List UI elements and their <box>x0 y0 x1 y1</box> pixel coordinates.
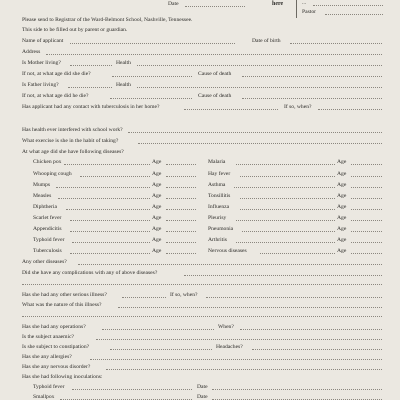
mother-health-label: Health <box>116 60 131 66</box>
disease-tonsillitis: Tonsillitis <box>208 193 231 199</box>
complications-line[interactable] <box>184 275 382 276</box>
age-label-right: Age <box>337 204 347 210</box>
father-death-age-line[interactable] <box>110 98 192 99</box>
disease-diphtheria: Diphtheria <box>33 204 57 210</box>
inoculations-label: Has she had following inoculations: <box>22 374 103 380</box>
mother-cause-of-death-line[interactable] <box>242 76 382 77</box>
health-interfered-label: Has health ever interfered with school work? <box>22 127 123 133</box>
address-line[interactable] <box>46 54 382 55</box>
tuberculosis-when-label: If so, when? <box>284 104 312 110</box>
tuberculosis-when-line[interactable] <box>318 109 382 110</box>
inoculation-smallpox-date-label: Date <box>197 394 208 400</box>
disease-asthma: Asthma <box>208 182 226 188</box>
age-value-right[interactable] <box>351 164 382 165</box>
header-box-label-1: ... <box>302 0 307 6</box>
health-interfered-line[interactable] <box>128 132 382 133</box>
age-value-left[interactable] <box>166 220 196 221</box>
intro-line-1: Please send to Registrar of the Ward-Belmont School, Nashville, Tennessee. <box>22 17 193 23</box>
header-box-divider <box>296 0 297 18</box>
operations-label: Has she had any operations? <box>22 324 86 330</box>
header-date-label: Date <box>168 1 179 7</box>
nervous-disorder-label: Has she any nervous disorder? <box>22 364 91 370</box>
operations-line[interactable] <box>102 329 214 330</box>
illness-nature-line-2[interactable] <box>22 316 382 317</box>
header-date-line <box>185 6 245 7</box>
age-value-left[interactable] <box>166 176 196 177</box>
diseases-question-label: At what age did she have following diseases? <box>22 149 124 155</box>
age-label-right: Age <box>337 215 347 221</box>
mother-death-age-line[interactable] <box>112 76 192 77</box>
age-label-right: Age <box>337 182 347 188</box>
age-line-right[interactable] <box>242 231 335 232</box>
applicant-name-line[interactable] <box>70 43 235 44</box>
disease-pneumonia: Pneumonia <box>208 226 234 232</box>
operations-when-label: When? <box>218 324 234 330</box>
age-line-left[interactable] <box>80 176 150 177</box>
header-box-line-1 <box>313 5 383 6</box>
age-value-right[interactable] <box>351 242 382 243</box>
complications-line-2[interactable] <box>22 284 382 285</box>
age-value-right[interactable] <box>351 231 382 232</box>
age-line-left[interactable] <box>72 242 150 243</box>
father-living-label: Is Father living? <box>22 82 59 88</box>
age-value-right[interactable] <box>351 176 382 177</box>
age-label-right: Age <box>337 193 347 199</box>
mother-health-line[interactable] <box>137 65 382 66</box>
father-cause-of-death-line[interactable] <box>242 98 382 99</box>
disease-typhoid-fever: Typhoid fever <box>33 237 65 243</box>
exercise-line[interactable] <box>138 143 382 144</box>
date-of-birth-line[interactable] <box>290 43 382 44</box>
disease-pleurisy: Pleurisy <box>208 215 227 221</box>
age-line-right[interactable] <box>260 253 335 254</box>
age-line-left[interactable] <box>70 253 150 254</box>
disease-chicken-pox: Chicken pox <box>33 159 62 165</box>
complications-label: Did she have any complications with any of above diseases? <box>22 270 158 276</box>
applicant-name-label: Name of applicant <box>22 38 64 44</box>
other-serious-illness-label: Has she had any other serious illness? <box>22 292 107 298</box>
other-serious-illness-line[interactable] <box>122 297 166 298</box>
age-line-left[interactable] <box>64 164 150 165</box>
mother-living-line[interactable] <box>70 65 112 66</box>
age-value-right[interactable] <box>351 220 382 221</box>
headaches-label: Headaches? <box>216 344 243 350</box>
headaches-line[interactable] <box>252 349 382 350</box>
inoculation-typhoid-line[interactable] <box>72 389 192 390</box>
mother-living-label: Is Mother living? <box>22 60 61 66</box>
age-label-right: Age <box>337 248 347 254</box>
age-value-right[interactable] <box>351 187 382 188</box>
age-label-left: Age <box>152 193 162 199</box>
other-diseases-line[interactable] <box>78 264 382 265</box>
intro-line-2: This side to be filled out by parent or guardian. <box>22 27 128 33</box>
disease-measles: Measles <box>33 193 52 199</box>
anaemic-line[interactable] <box>96 339 382 340</box>
father-living-line[interactable] <box>68 87 112 88</box>
age-value-left[interactable] <box>166 242 196 243</box>
nervous-disorder-line[interactable] <box>106 369 382 370</box>
disease-malaria: Malaria <box>208 159 226 165</box>
age-line-right[interactable] <box>240 176 335 177</box>
mother-death-age-label: If not, at what age did she die? <box>22 71 91 77</box>
disease-appendicitis: Appendicitis <box>33 226 62 232</box>
inoculation-smallpox-label: Smallpox <box>33 394 55 400</box>
age-label-left: Age <box>152 226 162 232</box>
age-value-right[interactable] <box>351 198 382 199</box>
constipation-line[interactable] <box>110 349 212 350</box>
address-label: Address <box>22 49 41 55</box>
disease-tuberculosis: Tuberculosis <box>33 248 62 254</box>
date-of-birth-label: Date of birth <box>252 38 281 44</box>
father-health-label: Health <box>116 82 131 88</box>
age-label-left: Age <box>152 248 162 254</box>
exercise-label: What exercise is she in the habit of taking? <box>22 138 119 144</box>
age-label-right: Age <box>337 237 347 243</box>
father-health-line[interactable] <box>137 87 382 88</box>
age-value-left[interactable] <box>166 198 196 199</box>
age-label-left: Age <box>152 171 162 177</box>
age-line-left[interactable] <box>66 209 150 210</box>
header-box-label-2: Pastor <box>302 9 316 15</box>
tuberculosis-contact-label: Has applicant had any contact with tuberculosis in her home? <box>22 104 160 110</box>
header-here-label: here <box>272 1 284 7</box>
disease-mumps: Mumps <box>33 182 51 188</box>
age-line-right[interactable] <box>234 187 335 188</box>
father-cause-of-death-label: Cause of death <box>198 93 232 99</box>
illness-when-line[interactable] <box>206 297 382 298</box>
age-line-right[interactable] <box>240 209 335 210</box>
mother-cause-of-death-label: Cause of death <box>198 71 232 77</box>
age-value-right[interactable] <box>351 253 382 254</box>
age-value-left[interactable] <box>166 253 196 254</box>
illness-nature-line[interactable] <box>118 307 382 308</box>
age-line-right[interactable] <box>236 164 335 165</box>
age-line-left[interactable] <box>70 220 150 221</box>
age-value-right[interactable] <box>351 209 382 210</box>
age-line-right[interactable] <box>236 220 335 221</box>
header-box-line-2 <box>325 14 383 15</box>
age-line-right[interactable] <box>240 198 335 199</box>
age-value-left[interactable] <box>166 209 196 210</box>
disease-influenza: Influenza <box>208 204 230 210</box>
age-label-right: Age <box>337 226 347 232</box>
age-value-left[interactable] <box>166 231 196 232</box>
allergies-line[interactable] <box>90 359 382 360</box>
age-label-left: Age <box>152 182 162 188</box>
age-label-right: Age <box>337 171 347 177</box>
age-label-left: Age <box>152 159 162 165</box>
allergies-label: Has she any allergies? <box>22 354 72 360</box>
illness-nature-label: What was the nature of this illness? <box>22 302 102 308</box>
age-label-left: Age <box>152 204 162 210</box>
disease-nervous-diseases: Nervous diseases <box>208 248 247 254</box>
illness-when-label: If so, when? <box>170 292 198 298</box>
age-label-left: Age <box>152 215 162 221</box>
inoculation-typhoid-date-label: Date <box>197 384 208 390</box>
age-value-left[interactable] <box>166 187 196 188</box>
other-diseases-label: Any other diseases? <box>22 259 67 265</box>
age-value-left[interactable] <box>166 164 196 165</box>
age-line-left[interactable] <box>56 187 150 188</box>
disease-whooping-cough: Whooping cough <box>33 171 72 177</box>
anaemic-label: Is the subject anaemic? <box>22 334 75 340</box>
age-line-left[interactable] <box>58 198 150 199</box>
age-line-left[interactable] <box>70 231 150 232</box>
inoculation-typhoid-date-line[interactable] <box>212 389 382 390</box>
operations-when-line[interactable] <box>240 329 382 330</box>
age-line-right[interactable] <box>236 242 335 243</box>
father-death-age-label: If not, at what age did he die? <box>22 93 89 99</box>
disease-scarlet-fever: Scarlet fever <box>33 215 62 221</box>
tuberculosis-contact-line[interactable] <box>184 109 278 110</box>
constipation-label: Is she subject to constipation? <box>22 344 90 350</box>
age-label-right: Age <box>337 159 347 165</box>
disease-arthritis: Arthritis <box>208 237 227 243</box>
age-label-left: Age <box>152 237 162 243</box>
inoculation-typhoid-label: Typhoid fever <box>33 384 65 390</box>
disease-hay-fever: Hay fever <box>208 171 231 177</box>
